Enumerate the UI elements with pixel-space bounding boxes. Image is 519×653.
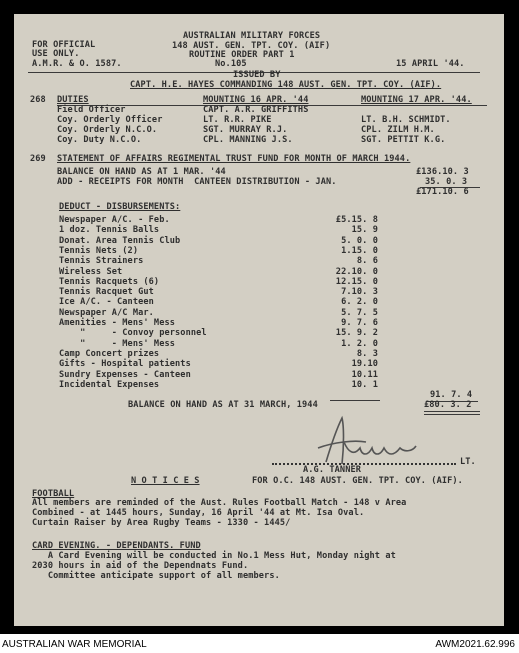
duty-role: Coy. Duty N.C.O. <box>57 135 142 145</box>
duties-col1-head: MOUNTING 16 APR. '44 <box>203 95 309 105</box>
footer-accession: AWM2021.62.996 <box>435 639 515 650</box>
receipts-line: ADD - RECEIPTS FOR MONTH CANTEEN DISTRIBUTION - JAN. <box>57 177 337 187</box>
order-title: ROUTINE ORDER PART 1 <box>189 50 295 60</box>
order-date: 15 APRIL '44. <box>396 59 465 69</box>
disbursement-label: Wireless Set <box>59 266 123 277</box>
disbursement-label: Sundry Expenses - Canteen <box>59 369 191 380</box>
disbursement-label: 1 doz. Tennis Balls <box>59 225 160 236</box>
football-line: Curtain Raiser by Area Rugby Teams - 1330 - 1445/ <box>32 518 291 528</box>
signatory-for: FOR O.C. 148 AUST. GEN. TPT. COY. (AIF). <box>252 476 463 486</box>
statement-number: 269 <box>30 154 46 164</box>
duties-number: 268 <box>30 95 46 105</box>
disbursement-label: Amenities - Mens' Mess <box>59 318 176 328</box>
card-line: 2030 hours in aid of the Dependnats Fund. <box>32 561 249 571</box>
disbursement-label: Camp Concert prizes <box>59 348 160 359</box>
for-official: FOR OFFICIAL <box>32 40 96 50</box>
balance-line: BALANCE ON HAND AS AT 1 MAR. '44 <box>57 167 226 177</box>
duty-b: CPL. ZILM H.M. <box>361 125 435 135</box>
notices-heading: N O T I C E S <box>131 476 200 486</box>
signatory-rank: LT. <box>460 457 476 467</box>
disbursement-amount: 10. 1 <box>351 379 378 390</box>
signatory-name: A.G. TANNER <box>303 465 362 475</box>
disbursement-amount: 9. 7. 6 <box>341 318 378 328</box>
disbursement-label: Gifts - Hospital patients <box>59 359 191 370</box>
disbursement-amount: 5. 0. 0 <box>341 235 378 246</box>
disbursement-amount: 8. 3 <box>356 348 378 359</box>
statement-heading: STATEMENT OF AFFAIRS REGIMENTAL TRUST FUND FOR MONTH OF MARCH 1944. <box>57 154 411 164</box>
disbursement-label: Newspaper A/C Mar. <box>59 307 154 318</box>
football-line: Combined - at 1445 hours, Sunday, 16 April '44 at Mt. Isa Oval. <box>32 508 365 518</box>
card-line: Committee anticipate support of all members. <box>32 571 280 581</box>
disbursement-label: Newspaper A/C. - Feb. <box>59 215 170 225</box>
closing-line: BALANCE ON HAND AS AT 31 MARCH, 1944 <box>128 400 318 410</box>
document-page <box>14 14 504 626</box>
deduct-heading: DEDUCT - DISBURSEMENTS: <box>59 202 181 212</box>
order-number: No.105 <box>215 59 247 69</box>
disbursement-label: " - Convoy personnel <box>59 328 207 339</box>
football-heading: FOOTBALL <box>32 489 75 499</box>
duty-b: SGT. PETTIT K.G. <box>361 135 446 145</box>
disbursement-amount: 8. 6 <box>356 256 378 267</box>
duty-a: SGT. MURRAY R.J. <box>203 125 288 135</box>
disbursement-amount: 22.10. 0 <box>335 266 378 277</box>
disbursement-amount: 7.10. 3 <box>341 287 378 298</box>
disbursement-amount: 12.15. 0 <box>335 276 378 287</box>
disbursement-amount: 6. 2. 0 <box>341 297 378 308</box>
card-line: A Card Evening will be conducted in No.1 Mess Hut, Monday night at <box>32 551 396 561</box>
subtotal-amount: £171.10. 6 <box>416 187 469 197</box>
items-rule <box>330 400 380 401</box>
disbursement-label: Tennis Strainers <box>59 256 144 267</box>
duty-a: LT. R.R. PIKE <box>203 115 272 125</box>
disbursement-label: " - Mens' Mess <box>59 338 176 349</box>
disbursement-label: Tennis Racquet Gut <box>59 287 154 298</box>
disbursement-amount: £5.15. 8 <box>335 215 378 225</box>
disbursement-amount: 1. 2. 0 <box>341 338 378 349</box>
footer-source: AUSTRALIAN WAR MEMORIAL <box>2 639 147 650</box>
disbursement-amount: 15. 9 <box>351 225 378 236</box>
duty-b: LT. B.H. SCHMIDT. <box>361 115 451 125</box>
disbursement-amount: 19.10 <box>351 359 378 370</box>
duty-role: Coy. Orderly Officer <box>57 115 163 125</box>
duty-role: Coy. Orderly N.C.O. <box>57 125 158 135</box>
issued-by: ISSUED BY <box>233 70 281 80</box>
signature-line <box>272 463 456 465</box>
disbursement-amount: 10.11 <box>351 369 378 380</box>
duties-heading: DUTIES <box>57 95 89 105</box>
amr-reference: A.M.R. & O. 1587. <box>32 59 122 69</box>
duty-role: Field Officer <box>57 105 126 115</box>
use-only: USE ONLY. <box>32 49 80 59</box>
disbursement-label: Donat. Area Tennis Club <box>59 235 181 246</box>
disbursement-amount: 15. 9. 2 <box>335 328 378 339</box>
org-title: AUSTRALIAN MILITARY FORCES <box>183 31 321 41</box>
disbursement-label: Tennis Racquets (6) <box>59 276 160 287</box>
footer-bar <box>0 634 519 653</box>
duties-col2-head: MOUNTING 17 APR. '44. <box>361 95 472 105</box>
disbursement-amount: 5. 7. 5 <box>341 307 378 318</box>
deduct-total: 91. 7. 4 <box>430 390 473 400</box>
card-heading: CARD EVENING. - DEPENDANTS. FUND <box>32 541 201 551</box>
disbursement-label: Tennis Nets (2) <box>59 245 139 256</box>
football-line: All members are reminded of the Aust. Rules Football Match - 148 v Area <box>32 498 407 508</box>
duty-a: CAPT. A.R. GRIFFITHS <box>203 105 309 115</box>
disbursement-amount: 1.15. 0 <box>341 245 378 256</box>
receipts-amount: 35. 0. 3 <box>425 177 468 187</box>
closing-amount: £80. 3. 2 <box>424 400 472 410</box>
issuer: CAPT. H.E. HAYES COMMANDING 148 AUST. GEN. TPT. COY. (AIF). <box>130 80 442 90</box>
balance-amount: £136.10. 3 <box>416 167 469 177</box>
duty-a: CPL. MANNING J.S. <box>203 135 293 145</box>
unit-title: 148 AUST. GEN. TPT. COY. (AIF) <box>172 41 331 51</box>
disbursement-label: Incidental Expenses <box>59 379 160 390</box>
disbursement-label: Ice A/C. - Canteen <box>59 297 154 308</box>
